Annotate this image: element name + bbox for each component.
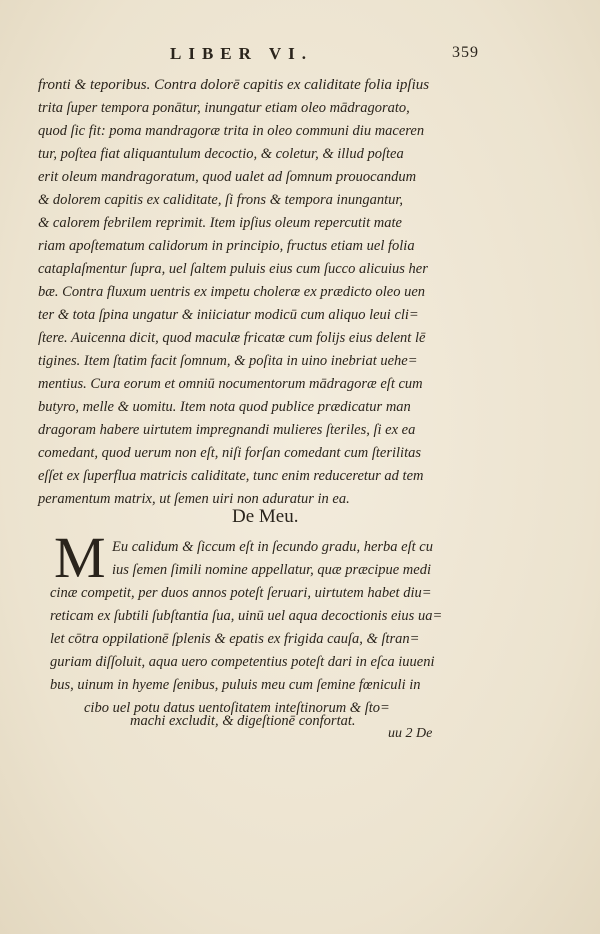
- text-line: cataplaſmentur ſupra, uel ſaltem puluis eius cum ſucco alicuius her: [38, 261, 428, 277]
- text-line: & dolorem capitis ex caliditate, ſi frons & tempora inungantur,: [38, 192, 404, 208]
- text-line: dragoram habere uirtutem impregnandi mulieres ſteriles, ſi ex ea: [38, 422, 416, 438]
- text-line: reticam ex ſubtili ſubſtantia ſua, uinū uel aqua decoctionis eius ua=: [50, 608, 443, 624]
- text-line: comedant, quod uerum non eſt, niſi forſan comedant cum ſterilitas: [38, 445, 421, 461]
- text-line: trita ſuper tempora ponātur, inungatur etiam oleo mādragorato,: [38, 100, 410, 116]
- text-line: butyro, melle & uomitu. Item nota quod publice prædicatur man: [38, 399, 411, 415]
- text-line: tur, poſtea fiat aliquantulum decoctio, & coletur, & illud poſtea: [38, 146, 404, 162]
- drop-cap-initial: M: [54, 525, 106, 590]
- text-line: tigines. Item ſtatim facit ſomnum, & poſita in uino inebriat uehe=: [38, 353, 418, 369]
- text-line: ter & tota ſpina ungatur & iniiciatur modicū cum aliquo leui cli=: [38, 307, 419, 323]
- page-header: [0, 44, 600, 68]
- text-line: machi excludit, & digeſtionē confortat.: [130, 713, 356, 729]
- catchword-signature: uu 2 De: [388, 726, 433, 741]
- text-line: cinæ competit, per duos annos poteſt ſeruari, uirtutem habet diu=: [50, 585, 432, 601]
- running-head: LIBER VI.: [170, 44, 313, 63]
- section-title: De Meu.: [232, 506, 299, 527]
- text-line: let cōtra oppilationē ſplenis & epatis ex frigida cauſa, & ſtran=: [50, 631, 420, 647]
- text-line: riam apoſtematum calidorum in principio, fructus etiam uel folia: [38, 238, 415, 254]
- text-line: ius ſemen ſimili nomine appellatur, quæ præcipue medi: [112, 562, 431, 578]
- text-line: erit oleum mandragoratum, quod ualet ad ſomnum prouocandum: [38, 169, 417, 185]
- text-line: peramentum matrix, ut ſemen uiri non aduratur in ea.: [38, 491, 350, 507]
- text-line: guriam diſſoluit, aqua uero competentius poteſt dari in eſca iuueni: [50, 654, 435, 670]
- text-line: ſtere. Auicenna dicit, quod maculæ fricatæ cum folijs eius delent lē: [38, 330, 426, 346]
- text-line: mentius. Cura eorum et omniū nocumentorum mādragoræ eſt cum: [38, 376, 423, 392]
- text-line: bæ. Contra fluxum uentris ex impetu choleræ ex prædicto oleo uen: [38, 284, 426, 300]
- text-line: cibo uel potu datus uentoſitatem inteſtinorum & ſto=: [84, 700, 390, 716]
- text-line: Eu calidum & ſiccum eſt in ſecundo gradu, herba eſt cu: [112, 539, 433, 555]
- page-number: 359: [452, 44, 479, 61]
- text-line: fronti & teporibus. Contra dolorē capitis ex caliditate folia ipſius: [38, 77, 430, 93]
- text-line: & calorem febrilem reprimit. Item ipſius oleum repercutit mate: [38, 215, 402, 231]
- text-line: bus, uinum in hyeme ſenibus, puluis meu cum ſemine fœniculi in: [50, 677, 421, 693]
- text-line: eſſet ex ſuperflua matricis caliditate, tunc enim reduceretur ad tem: [38, 468, 424, 484]
- text-line: quod ſic fit: poma mandragoræ trita in oleo communi diu maceren: [38, 123, 425, 139]
